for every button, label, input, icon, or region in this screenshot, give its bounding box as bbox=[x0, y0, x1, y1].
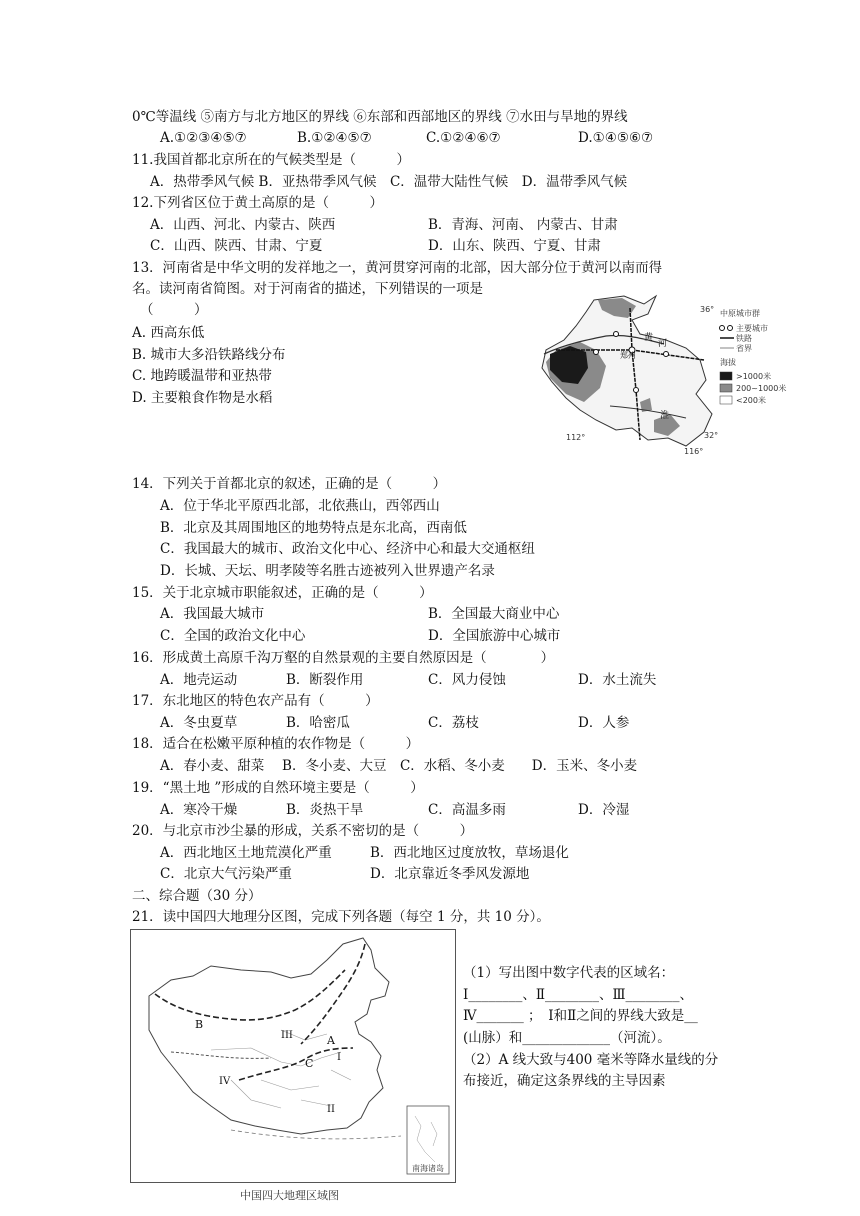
q21-part2-line2: 布接近，确定这条界线的主导因素 bbox=[463, 1073, 666, 1089]
q20-option-b: B．西北地区过度放牧，草场退化 bbox=[370, 845, 569, 861]
label-region-iii: III bbox=[281, 1030, 293, 1041]
q21-part2-line1: （2）A 线大致与400 毫米等降水量线的分 bbox=[463, 1052, 719, 1068]
q15-option-a: A．我国最大城市 bbox=[160, 606, 265, 622]
q10-continuation: 0℃等温线 ⑤南方与北方地区的界线 ⑥东部和西部地区的界线 ⑦水田与旱地的界线 bbox=[132, 109, 628, 125]
q19-option-a: A．寒冷干燥 bbox=[160, 802, 238, 818]
henan-city-label: 郑州 bbox=[620, 351, 636, 360]
q11-stem: 11.我国首都北京所在的气候类型是（ ） bbox=[132, 152, 410, 168]
q13-option-b: B. 城市大多沿铁路线分布 bbox=[132, 347, 286, 363]
q14-option-a: A．位于华北平原西北部，北依燕山，西邻西山 bbox=[160, 498, 440, 514]
q13-stem-3: （ ） bbox=[140, 302, 208, 318]
q17-option-a: A．冬虫夏草 bbox=[160, 715, 238, 731]
q16-option-b: B．断裂作用 bbox=[286, 672, 364, 688]
q11-options: A．热带季风气候 B．亚热带季风气候 C．温带大陆性气候 D．温带季风气候 bbox=[150, 174, 628, 190]
legend-elev-mid: 200~1000米 bbox=[736, 384, 787, 393]
q13-stem-1: 13．河南省是中华文明的发祥地之一，黄河贯穿河南的北部，因大部分位于黄河以南而得 bbox=[132, 260, 663, 276]
q10-option-c: C.①②④⑥⑦ bbox=[426, 130, 501, 146]
q18-options: A．春小麦、甜菜 B．冬小麦、大豆 C．水稻、冬小麦 D．玉米、冬小麦 bbox=[160, 758, 638, 774]
legend-elevation-title: 海拔 bbox=[720, 358, 736, 367]
section-2-heading: 二、综合题（30 分） bbox=[132, 888, 262, 904]
q16-option-a: A．地壳运动 bbox=[160, 672, 238, 688]
henan-lat-top: 36° bbox=[700, 305, 715, 314]
q14-option-b: B．北京及其周围地区的地势特点是东北高，西南低 bbox=[160, 520, 467, 536]
q13-option-a: A. 西高东低 bbox=[132, 325, 205, 341]
q12-option-c: C．山西、陕西、甘肃、宁夏 bbox=[150, 238, 323, 254]
q21-stem: 21．读中国四大地理分区图，完成下列各题（每空 1 分，共 10 分）。 bbox=[132, 909, 550, 925]
q16-option-c: C．风力侵蚀 bbox=[428, 672, 506, 688]
q17-option-d: D．人参 bbox=[578, 715, 630, 731]
q14-option-c: C．我国最大的城市、政治文化中心、经济中心和最大交通枢纽 bbox=[160, 541, 535, 557]
q17-option-c: C．荔枝 bbox=[428, 715, 479, 731]
legend-elev-low: <200米 bbox=[736, 396, 766, 405]
label-line-c: C bbox=[305, 1057, 314, 1070]
q19-stem: 19．“黑土地 ”形成的自然环境主要是（ ） bbox=[132, 780, 424, 796]
q13-stem-2: 名。读河南省简图。对于河南省的描述，下列错误的一项是 bbox=[132, 281, 483, 297]
q18-stem: 18．适合在松嫩平原种植的农作物是（ ） bbox=[132, 736, 420, 752]
q14-option-d: D．长城、天坛、明孝陵等名胜古迹被列入世界遗产名录 bbox=[160, 563, 495, 579]
q16-stem: 16．形成黄土高原千沟万壑的自然景观的主要自然原因是（ ） bbox=[132, 650, 555, 666]
henan-river-label-2: 河 bbox=[658, 339, 668, 349]
henan-lon-left: 112° bbox=[566, 433, 586, 442]
china-map-caption: 中国四大地理区域图 bbox=[240, 1189, 339, 1202]
legend-main-city: 主要城市 bbox=[736, 324, 768, 333]
q14-stem: 14．下列关于首都北京的叙述，正确的是（ ） bbox=[132, 476, 447, 492]
q19-option-b: B．炎热干旱 bbox=[286, 802, 364, 818]
henan-map bbox=[536, 290, 787, 458]
q17-stem: 17．东北地区的特色农产品有（ ） bbox=[132, 693, 379, 709]
q12-option-a: A．山西、河北、内蒙古、陕西 bbox=[150, 217, 336, 233]
label-region-i: I bbox=[337, 1052, 341, 1063]
label-region-ii: II bbox=[327, 1104, 335, 1115]
q10-option-d: D.①④⑤⑥⑦ bbox=[578, 130, 654, 146]
q21-part1: （1）写出图中数字代表的区域名： bbox=[463, 965, 675, 981]
henan-river-label-3: 淮 bbox=[660, 411, 670, 421]
q21-blanks-row1: Ⅰ________、Ⅱ________、Ⅲ________、 bbox=[463, 987, 694, 1003]
henan-river-label-1: 黄 bbox=[644, 333, 654, 343]
q20-option-a: A．西北地区土地荒漠化严重 bbox=[160, 845, 332, 861]
q15-option-c: C．全国的政治文化中心 bbox=[160, 628, 306, 644]
legend-railway: 铁路 bbox=[736, 334, 752, 343]
q12-stem: 12.下列省区位于黄土高原的是（ ） bbox=[132, 195, 383, 211]
q21-blanks-row2: Ⅳ_______ ； Ⅰ和Ⅱ之间的界线大致是__ bbox=[463, 1008, 698, 1024]
q17-option-b: B．哈密瓜 bbox=[286, 715, 350, 731]
q16-option-d: D．水土流失 bbox=[578, 672, 657, 688]
q20-option-c: C．北京大气污染严重 bbox=[160, 866, 292, 882]
q10-option-b: B.①②④⑤⑦ bbox=[297, 130, 372, 146]
q21-blanks-row3: (山脉）和_____________（河流）。 bbox=[463, 1030, 671, 1046]
label-line-a: A bbox=[327, 1034, 335, 1047]
legend-city-group: 中原城市群 bbox=[720, 309, 760, 318]
q12-option-d: D．山东、陕西、宁夏、甘肃 bbox=[428, 238, 601, 254]
legend-border: 省界 bbox=[736, 344, 752, 353]
q10-option-a: A.①②③④⑤⑦ bbox=[160, 130, 247, 146]
label-region-iv: IV bbox=[219, 1076, 231, 1087]
henan-lat-bottom: 32° bbox=[704, 431, 719, 440]
q19-option-c: C．高温多雨 bbox=[428, 802, 506, 818]
q15-stem: 15．关于北京城市职能叙述，正确的是（ ） bbox=[132, 585, 433, 601]
china-map-drawing bbox=[131, 930, 455, 1182]
q12-option-b: B．青海、河南、 内蒙古、甘肃 bbox=[428, 217, 618, 233]
inset-label: 南海诸岛 bbox=[412, 1164, 444, 1173]
q19-option-d: D．冷湿 bbox=[578, 802, 630, 818]
henan-legend bbox=[720, 308, 787, 405]
henan-lon-right: 116° bbox=[684, 447, 704, 456]
label-line-b: B bbox=[195, 1018, 204, 1031]
q15-option-d: D．全国旅游中心城市 bbox=[428, 628, 561, 644]
q20-stem: 20．与北京市沙尘暴的形成，关系不密切的是（ ） bbox=[132, 823, 474, 839]
q13-option-c: C. 地跨暖温带和亚热带 bbox=[132, 368, 272, 384]
q13-option-d: D. 主要粮食作物是水稻 bbox=[132, 390, 273, 406]
legend-elev-high: >1000米 bbox=[736, 372, 772, 381]
china-regions-map bbox=[130, 929, 456, 1183]
q15-option-b: B．全国最大商业中心 bbox=[428, 606, 560, 622]
q20-option-d: D．北京靠近冬季风发源地 bbox=[370, 866, 530, 882]
